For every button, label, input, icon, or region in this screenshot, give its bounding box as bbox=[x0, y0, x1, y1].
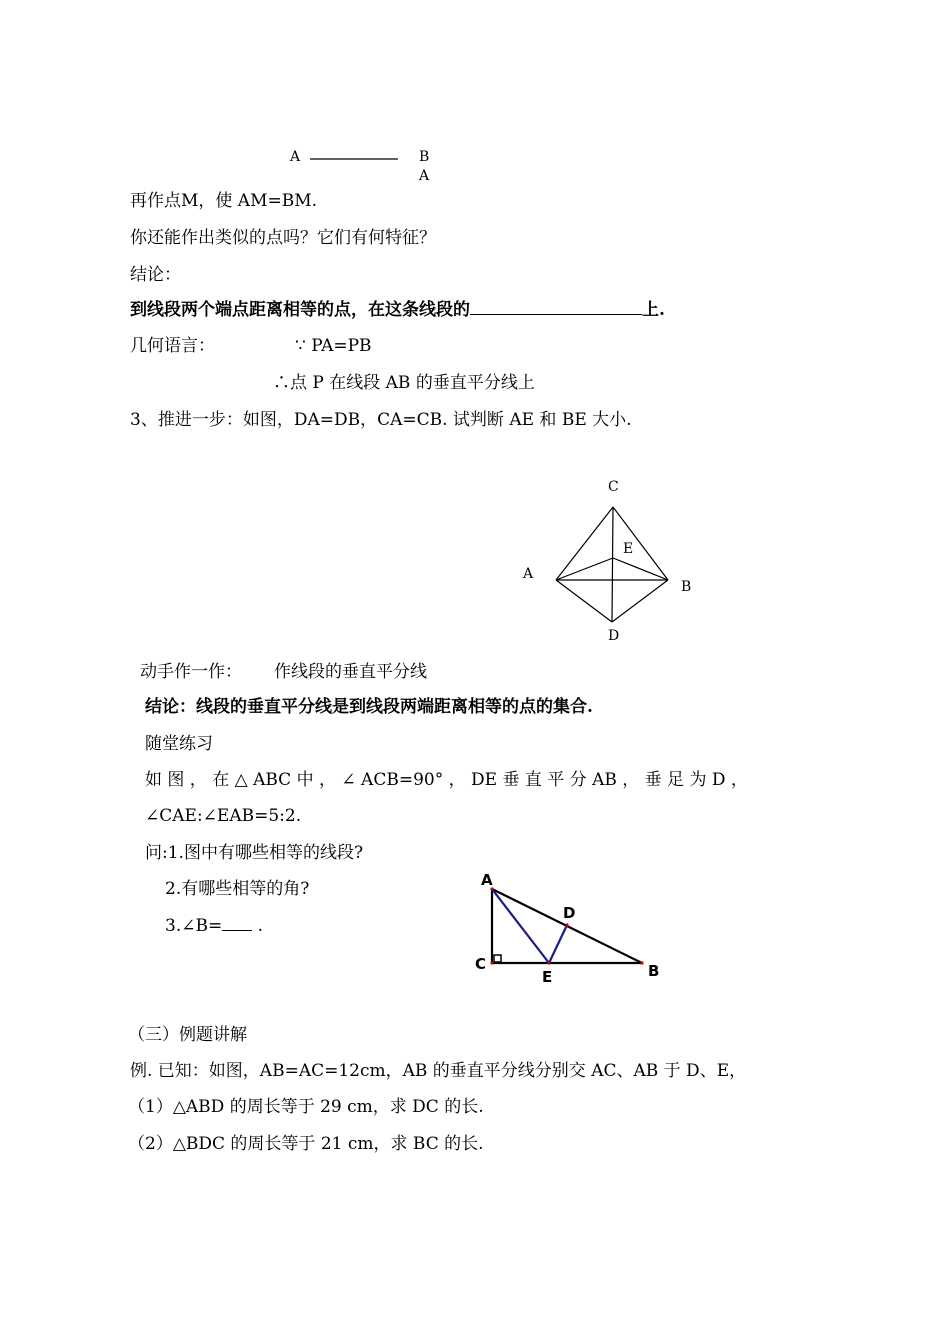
point-c-dot bbox=[490, 961, 493, 964]
segment-label-a2: A bbox=[419, 168, 430, 184]
kite-label-d: D bbox=[608, 628, 620, 644]
triangle-segment-ed bbox=[549, 925, 567, 963]
point-b-dot bbox=[640, 961, 643, 964]
kite-label-a: A bbox=[523, 566, 534, 582]
line-example-part-1: （1）△ABD 的周长等于 29 cm，求 DC 的长. bbox=[128, 1097, 484, 1117]
line-geometry-language-label: 几何语言： bbox=[130, 336, 215, 356]
question-3-end: . bbox=[252, 916, 264, 936]
line-example-given: 例. 已知：如图，AB=AC=12cm，AB 的垂直平分线分别交 AC、AB 于 D、E， bbox=[130, 1061, 747, 1081]
line-make-point-m: 再作点M，使 AM=BM. bbox=[130, 191, 318, 211]
triangle-label-b: B bbox=[648, 962, 660, 980]
right-angle-marker bbox=[494, 955, 501, 962]
line-example-part-2: （2）△BDC 的周长等于 21 cm，求 BC 的长. bbox=[128, 1134, 484, 1154]
line-therefore-p-on-bisector: ∴点 P 在线段 AB 的垂直平分线上 bbox=[273, 373, 535, 393]
point-e-dot bbox=[547, 961, 550, 964]
triangle-segment-ae bbox=[492, 889, 549, 963]
line-hands-on-label: 动手作一作： bbox=[140, 662, 242, 682]
line-hands-on-text: 作线段的垂直平分线 bbox=[274, 662, 427, 682]
triangle-label-c: C bbox=[475, 955, 487, 973]
line-question-1: 问:1.图中有哪些相等的线段? bbox=[145, 843, 364, 863]
line-practice-problem: 如 图 ， 在 △ ABC 中 ， ∠ ACB=90° ， DE 垂 直 平 分 AB ， 垂 足 为 D ， bbox=[145, 770, 748, 790]
question-3-text: 3.∠B= bbox=[165, 916, 223, 936]
kite-label-c: C bbox=[608, 479, 619, 495]
kite-label-b: B bbox=[681, 579, 692, 595]
conclusion-text-after: 上. bbox=[642, 300, 665, 320]
line-angle-ratio: ∠CAE:∠EAB=5:2. bbox=[145, 806, 302, 826]
line-push-further: 3、推进一步：如图，DA=DB，CA=CB. 试判断 AE 和 BE 大小. bbox=[130, 410, 632, 430]
segment-label-b: B bbox=[419, 149, 430, 165]
triangle-label-e: E bbox=[542, 968, 553, 986]
point-d-dot bbox=[565, 923, 568, 926]
line-because-pa-pb: ∵ PA=PB bbox=[295, 336, 372, 356]
line-practice-heading: 随堂练习 bbox=[145, 734, 213, 754]
line-bisector-conclusion: 结论：线段的垂直平分线是到线段两端距离相等的点的集合. bbox=[145, 697, 593, 717]
conclusion-text-before: 到线段两个端点距离相等的点，在这条线段的 bbox=[130, 300, 470, 320]
line-question-2: 2.有哪些相等的角? bbox=[165, 879, 310, 899]
line-examples-heading: （三）例题讲解 bbox=[128, 1025, 247, 1045]
line-conclusion-label: 结论： bbox=[130, 265, 181, 285]
line-similar-points-question: 你还能作出类似的点吗？它们有何特征？ bbox=[130, 228, 436, 248]
segment-label-a: A bbox=[290, 149, 301, 165]
kite-label-e: E bbox=[623, 541, 634, 557]
triangle-label-d: D bbox=[563, 904, 576, 922]
triangle-label-a: A bbox=[481, 871, 493, 889]
